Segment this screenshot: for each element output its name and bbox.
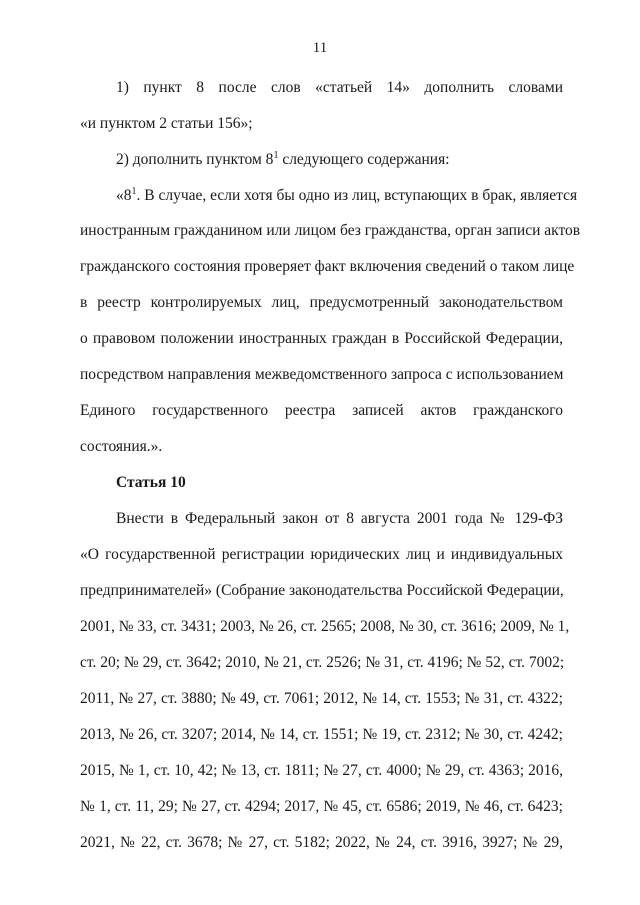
text-line: 2015, № 1, ст. 10, 42; № 13, ст. 1811; № 27, ст. 4000; № 29, ст. 4363; 2016,: [80, 762, 563, 779]
text-fragment: следующего содержания:: [278, 151, 450, 168]
text-line: № 1, ст. 11, 29; № 27, ст. 4294; 2017, № 45, ст. 6586; 2019, № 46, ст. 6423;: [80, 798, 563, 815]
text-line: «О государственной регистрации юридических лиц и индивидуальных: [80, 546, 563, 563]
text-fragment: 2) дополнить пунктом 8: [116, 151, 274, 168]
text-line: Единого государственного реестра записей актов гражданского: [80, 402, 563, 419]
text-line: состояния.».: [80, 438, 163, 455]
text-line: 2001, № 33, ст. 3431; 2003, № 26, ст. 2565; 2008, № 30, ст. 3616; 2009, № 1,: [80, 618, 570, 635]
text-line: 2013, № 26, ст. 3207; 2014, № 14, ст. 1551; № 19, ст. 2312; № 30, ст. 4242;: [80, 726, 563, 743]
text-line: предпринимателей» (Собрание законодательства Российской Федерации,: [80, 582, 564, 599]
text-line: «и пунктом 2 статьи 156»;: [80, 115, 253, 132]
text-line: [116, 150, 563, 170]
text-line: 2021, № 22, ст. 3678; № 27, ст. 5182; 2022, № 24, ст. 3916, 3927; № 29,: [80, 834, 563, 851]
text-line: о правовом положении иностранных граждан в Российской Федерации,: [80, 330, 563, 347]
text-line: 2011, № 27, ст. 3880; № 49, ст. 7061; 2012, № 14, ст. 1553; № 31, ст. 4322;: [80, 690, 563, 707]
text-fragment: . В случае, если хотя бы одно из лиц, вступающих в брак, является: [136, 187, 578, 204]
page-number: 11: [312, 40, 328, 56]
text-fragment: «8: [116, 187, 132, 204]
article-heading: Статья 10: [116, 474, 186, 491]
text-line: посредством направления межведомственного запроса с использованием: [80, 366, 564, 383]
superscript: 1: [131, 186, 137, 197]
text-line: 1) пункт 8 после слов «статьей 14» дополнить словами: [116, 79, 563, 96]
text-line: иностранным гражданином или лицом без гражданства, орган записи актов: [80, 222, 581, 239]
text-line: Внести в Федеральный закон от 8 августа 2001 года № 129-ФЗ: [116, 510, 563, 527]
text-line: в реестр контролируемых лиц, предусмотренный законодательством: [80, 294, 563, 311]
text-line: гражданского состояния проверяет факт включения сведений о таком лице: [80, 258, 575, 275]
text-line: [116, 186, 578, 206]
text-line: ст. 20; № 29, ст. 3642; 2010, № 21, ст. 2526; № 31, ст. 4196; № 52, ст. 7002;: [80, 654, 565, 671]
superscript: 1: [273, 150, 279, 161]
